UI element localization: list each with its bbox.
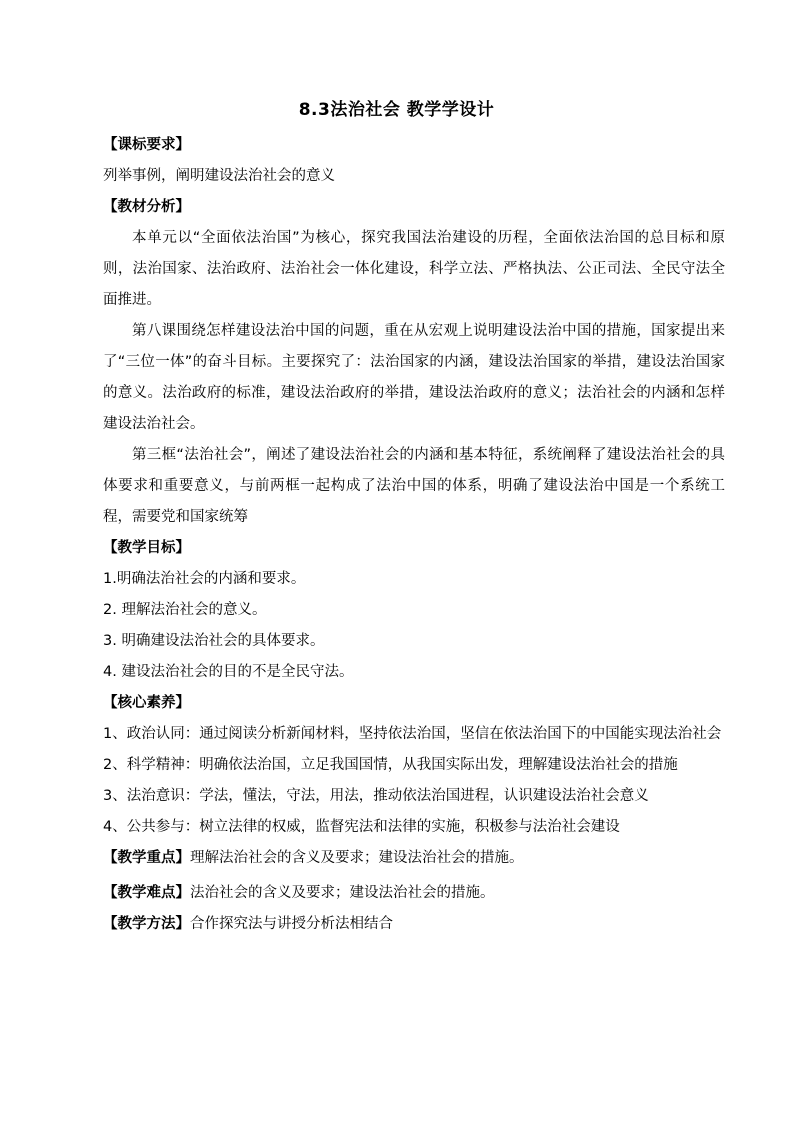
difficulties-line [103,878,725,909]
literacy-item-1: 1、政治认同：通过阅读分析新闻材料，坚持依法治国，坚信在依法治国下的中国能实现法治社会 [103,726,722,742]
literacy-item-3: 3、法治意识：学法，懂法，守法，用法，推动依法治国进程，认识建设法治社会意义 [103,788,649,804]
key-points-label: 【教学重点】 [103,850,190,866]
curriculum-text: 列举事例，阐明建设法治社会的意义 [103,168,335,184]
literacy-item-4: 4、公共参与：树立法律的权威，监督宪法和法律的实施，积极参与法治社会建设 [103,819,620,835]
literacy-heading: 【核心素养】 [103,695,190,711]
analysis-paragraph-2: 第八课围绕怎样建设法治中国的问题，重在从宏观上说明建设法治中国的措施，国家提出来了“三位一体”的奋斗目标。主要探究了：法治国家的内涵，建设法治国家的举措，建设法治国家的意义。法治政府的标准，建设法治政府的举措，建设法治政府的意义；法治社会的内涵和怎样建设法治社会。 [103,323,725,432]
goals-heading: 【教学目标】 [103,540,190,556]
analysis-paragraph-1: 本单元以“全面依法治国”为核心，探究我国法治建设的历程，全面依法治国的总目标和原则，法治国家、法治政府、法治社会一体化建设，科学立法、严格执法、公正司法、全民守法全面推进。 [103,230,725,308]
goal-item-3: 3. 明确建设法治社会的具体要求。 [103,633,325,649]
methods-label: 【教学方法】 [103,916,190,932]
document-title: 8.3法治社会 教学学设计 [298,100,495,120]
literacy-item-2: 2、科学精神：明确依法治国，立足我国国情，从我国实际出发，理解建设法治社会的措施 [103,757,678,773]
difficulties-text: 法治社会的含义及要求；建设法治社会的措施。 [190,885,495,901]
key-points-text: 理解法治社会的含义及要求；建设法治社会的措施。 [190,850,524,866]
analysis-paragraph-3: 第三框“法治社会”，阐述了建设法治社会的内涵和基本特征，系统阐释了建设法治社会的具体要求和重要意义，与前两框一起构成了法治中国的体系，明确了建设法治中国是一个系统工程，需要党和国家统筹 [103,447,725,525]
curriculum-heading: 【课标要求】 [103,137,190,153]
goal-item-4: 4. 建设法治社会的目的不是全民守法。 [103,664,354,680]
analysis-heading: 【教材分析】 [103,199,190,215]
document-body [103,130,725,940]
goal-item-2: 2. 理解法治社会的意义。 [103,602,267,618]
difficulties-label: 【教学难点】 [103,885,190,901]
methods-text: 合作探究法与讲授分析法相结合 [190,916,393,932]
methods-line [103,909,725,940]
key-points-line [103,843,725,874]
goal-item-1: 1.明确法治社会的内涵和要求。 [103,571,306,587]
